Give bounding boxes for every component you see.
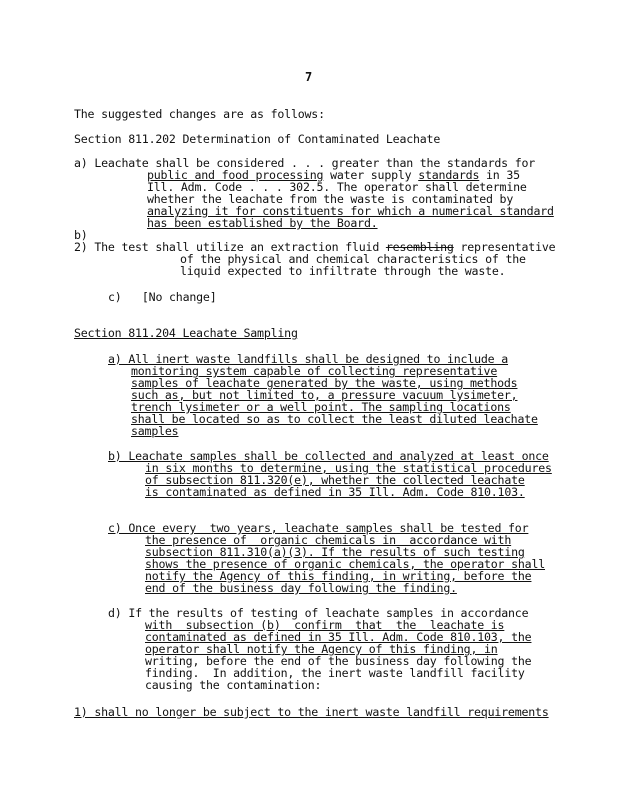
text-fragment: representative <box>453 240 556 254</box>
section-202-c: c) [No change] <box>108 290 217 304</box>
text-line: of the physical and chemical characteristics of the <box>180 252 526 266</box>
section-204-d1: 1) shall no longer be subject to the inert waste landfill requirements <box>74 705 549 719</box>
text-line: c) Once every two years, leachate samples shall be tested for <box>108 521 529 535</box>
intro-text: The suggested changes are as follows: <box>74 107 325 121</box>
text-line: analyzing it for constituents for which a numerical standard <box>147 204 554 218</box>
section-202-heading: Section 811.202 Determination of Contaminated Leachate <box>74 132 441 146</box>
section-202-b-label: b) <box>74 228 88 242</box>
text-fragment: public <box>147 168 188 182</box>
text-line: end of the business day following the finding. <box>145 581 457 595</box>
text-line: trench lysimeter or a well point. The sampling locations <box>131 400 511 414</box>
text-line: shows the presence of organic chemicals, the operator shall <box>145 557 546 571</box>
text-line: whether the leachate from the waste is contaminated by <box>147 192 514 206</box>
text-line: monitoring system capable of collecting representative <box>131 364 498 378</box>
text-line: operator shall notify the Agency of this finding, in <box>145 642 498 656</box>
text-line: liquid expected to infiltrate through the waste. <box>180 264 506 278</box>
text-line: samples of leachate generated by the waste, using methods <box>131 376 518 390</box>
text-line: is contaminated as defined in 35 Ill. Adm. Code 810.103. <box>145 485 525 499</box>
text-line: in six months to determine, using the statistical procedures <box>145 461 552 475</box>
text-line: shall be located so as to collect the least diluted leachate <box>131 412 538 426</box>
text-line: of subsection 811.320(e), whether the collected leachate <box>145 473 525 487</box>
deleted-text: resembling <box>385 240 454 254</box>
text-line: a) Leachate shall be considered . . . greater than the standards for <box>74 156 536 170</box>
text-line: subsection 811.310(a)(3). If the results of such testing <box>145 545 525 559</box>
page-number: 7 <box>305 70 313 84</box>
text-line: such as, but not limited to, a pressure vacuum lysimeter, <box>131 388 518 402</box>
text-line: causing the contamination: <box>145 678 322 692</box>
text-line: Ill. Adm. Code . . . 302.5. The operator shall determine <box>147 180 527 194</box>
inserted-text: and food processing <box>187 168 324 182</box>
inserted-text: standards <box>418 168 480 182</box>
text-line: notify the Agency of this finding, in writing, before the <box>145 569 532 583</box>
text-line: has been established by the Board. <box>147 216 378 230</box>
text-line: b) Leachate samples shall be collected and analyzed at least once <box>108 449 549 463</box>
text-line: samples <box>131 424 179 438</box>
text-fragment: 2) The test shall utilize an extraction fluid <box>74 240 386 254</box>
section-204-heading: Section 811.204 Leachate Sampling <box>74 326 298 340</box>
text-fragment: water supply <box>323 168 419 182</box>
text-line: the presence of organic chemicals in accordance with <box>145 533 512 547</box>
text-line: with subsection (b) confirm that the leachate is <box>145 618 505 632</box>
text-line: d) If the results of testing of leachate samples in accordance <box>108 606 529 620</box>
text-line: contaminated as defined in 35 Ill. Adm. Code 810.103, the <box>145 630 532 644</box>
text-line: finding. In addition, the inert waste landfill facility <box>145 666 525 680</box>
text-line: writing, before the end of the business day following the <box>145 654 532 668</box>
text-line: a) All inert waste landfills shall be designed to include a <box>108 352 509 366</box>
text-fragment: in 35 <box>479 168 520 182</box>
